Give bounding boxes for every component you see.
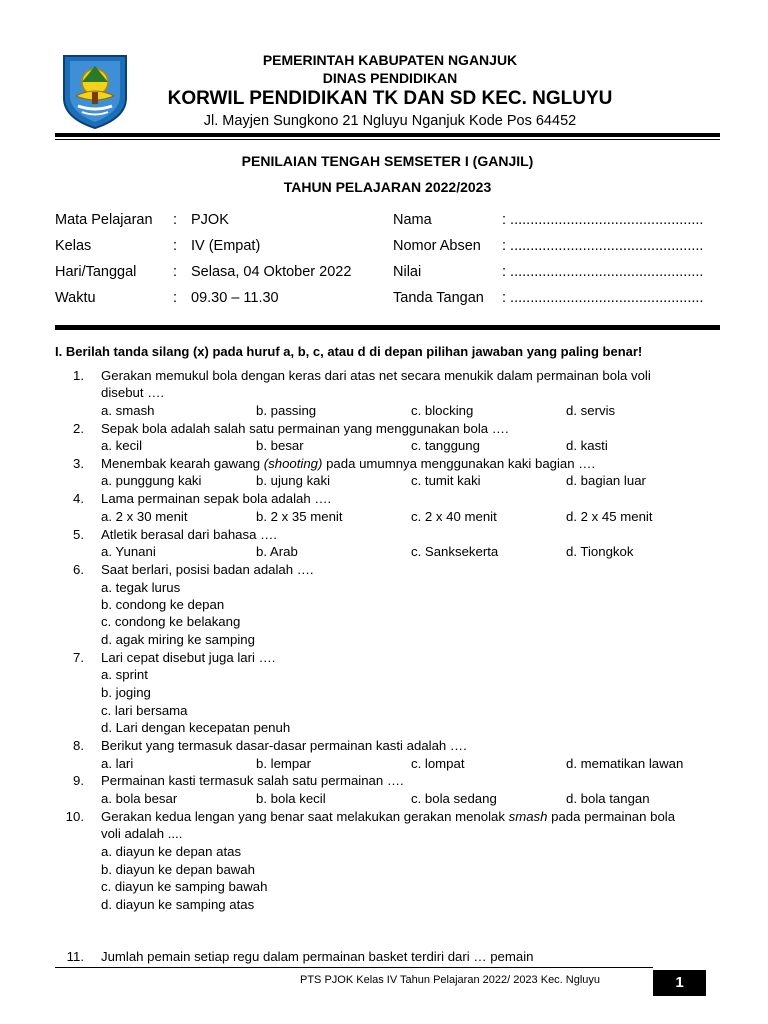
option-a[interactable]: a. kecil — [101, 438, 143, 453]
colon: : — [173, 212, 178, 228]
option-c[interactable]: c. 2 x 40 menit — [411, 509, 497, 524]
question-number: 1. — [73, 368, 84, 383]
absence-number-label: Nomor Absen — [393, 238, 481, 254]
question-text-post: pada umumnya menggunakan kaki bagian …. — [322, 456, 596, 471]
question-number: 7. — [73, 650, 84, 665]
instruction: I. Berilah tanda silang (x) pada huruf a, b, c, atau d di depan pilihan jawaban yang paling benar! — [55, 344, 643, 359]
option-b[interactable]: b. ujung kaki — [256, 473, 331, 488]
option-a[interactable]: a. sprint — [101, 667, 148, 682]
question-text: Gerakan memukul bola dengan keras dari atas net secara menukik dalam permainan bola voli — [101, 368, 651, 383]
header-divider-thick — [55, 133, 720, 137]
option-d[interactable]: d. kasti — [566, 438, 608, 453]
option-c[interactable]: c. lompat — [411, 756, 465, 771]
option-d[interactable]: d. mematikan lawan — [566, 756, 684, 771]
footer-text: PTS PJOK Kelas IV Tahun Pelajaran 2022/ 2023 Kec. Ngluyu — [300, 974, 601, 986]
option-a[interactable]: a. smash — [101, 403, 155, 418]
question-text: Saat berlari, posisi badan adalah …. — [101, 562, 314, 577]
question-number: 3. — [73, 456, 84, 471]
option-b[interactable]: b. bola kecil — [256, 791, 326, 806]
question-number: 11. — [66, 949, 84, 964]
option-b[interactable]: b. 2 x 35 menit — [256, 509, 343, 524]
question-text-cont: voli adalah .... — [101, 826, 183, 841]
subject-label: Mata Pelajaran — [55, 212, 153, 228]
time-label: Waktu — [55, 290, 96, 306]
option-a[interactable]: a. lari — [101, 756, 134, 771]
option-c[interactable]: c. bola sedang — [411, 791, 497, 806]
page-number: 1 — [653, 970, 706, 996]
name-field[interactable]: : ................................................ — [502, 212, 704, 228]
question-number: 2. — [73, 421, 84, 436]
option-c[interactable]: c. Sanksekerta — [411, 544, 499, 559]
option-a[interactable]: a. punggung kaki — [101, 473, 202, 488]
question-text: Lama permainan sepak bola adalah …. — [101, 491, 332, 506]
option-d[interactable]: d. 2 x 45 menit — [566, 509, 653, 524]
question-text-italic: smash — [508, 809, 548, 824]
question-text: Jumlah pemain setiap regu dalam permainan basket terdiri dari … pemain — [101, 949, 534, 964]
option-a[interactable]: a. tegak lurus — [101, 580, 181, 595]
date-value: Selasa, 04 Oktober 2022 — [191, 264, 352, 280]
question-text-pre: Menembak kearah gawang — [101, 456, 264, 471]
option-b[interactable]: b. diayun ke depan bawah — [101, 862, 255, 877]
option-d[interactable]: d. agak miring ke samping — [101, 632, 255, 647]
info-divider — [55, 325, 720, 330]
time-value: 09.30 – 11.30 — [191, 290, 279, 306]
score-field[interactable]: : ................................................ — [502, 264, 704, 280]
question-number: 9. — [73, 773, 84, 788]
score-label: Nilai — [393, 264, 422, 280]
option-a[interactable]: a. bola besar — [101, 791, 178, 806]
option-c[interactable]: c. tumit kaki — [411, 473, 481, 488]
address-line: Jl. Mayjen Sungkono 21 Ngluyu Nganjuk Kode Pos 64452 — [203, 113, 577, 129]
option-d[interactable]: d. Lari dengan kecepatan penuh — [101, 720, 291, 735]
option-c[interactable]: c. lari bersama — [101, 703, 188, 718]
question-number: 8. — [73, 738, 84, 753]
option-b[interactable]: b. Arab — [256, 544, 298, 559]
question-text-cont: disebut …. — [101, 385, 165, 400]
date-label: Hari/Tanggal — [55, 264, 137, 280]
option-c[interactable]: c. diayun ke samping bawah — [101, 879, 268, 894]
option-b[interactable]: b. besar — [256, 438, 304, 453]
question-text: Berikut yang termasuk dasar-dasar permainan kasti adalah …. — [101, 738, 467, 753]
name-label: Nama — [393, 212, 432, 228]
question-number: 10. — [65, 809, 84, 824]
korwil-header: KORWIL PENDIDIKAN TK DAN SD KEC. NGLUYU — [167, 88, 613, 109]
colon: : — [173, 290, 178, 306]
question-text: Permainan kasti termasuk salah satu permainan …. — [101, 773, 404, 788]
signature-field[interactable]: : ................................................ — [502, 290, 704, 306]
option-d[interactable]: d. servis — [566, 403, 616, 418]
header-divider-thin — [55, 139, 720, 140]
question-number: 5. — [73, 527, 84, 542]
option-c[interactable]: c. condong ke belakang — [101, 614, 241, 629]
option-a[interactable]: a. diayun ke depan atas — [101, 844, 242, 859]
option-d[interactable]: d. bagian luar — [566, 473, 646, 488]
question-text — [101, 809, 675, 824]
option-d[interactable]: d. diayun ke samping atas — [101, 897, 255, 912]
question-text-italic: (shooting) — [263, 456, 323, 471]
option-b[interactable]: b. lempar — [256, 756, 311, 771]
option-c[interactable]: c. tanggung — [411, 438, 480, 453]
question-text-post: pada permainan bola — [547, 809, 676, 824]
class-value: IV (Empat) — [191, 238, 261, 254]
subject-value: PJOK — [191, 212, 229, 228]
exam-title: PENILAIAN TENGAH SEMSETER I (GANJIL) — [241, 153, 534, 169]
signature-label: Tanda Tangan — [393, 290, 484, 306]
absence-number-field[interactable]: : ................................................ — [502, 238, 704, 254]
dept-header: DINAS PENDIDIKAN — [322, 70, 458, 86]
colon: : — [173, 238, 178, 254]
option-d[interactable]: d. bola tangan — [566, 791, 650, 806]
option-b[interactable]: b. passing — [256, 403, 317, 418]
colon: : — [173, 264, 178, 280]
option-b[interactable]: b. joging — [101, 685, 151, 700]
gov-header: PEMERINTAH KABUPATEN NGANJUK — [262, 52, 518, 68]
class-label: Kelas — [55, 238, 92, 254]
option-a[interactable]: a. 2 x 30 menit — [101, 509, 188, 524]
question-text — [101, 456, 595, 471]
academic-year: TAHUN PELAJARAN 2022/2023 — [283, 179, 492, 195]
question-text-pre: Gerakan kedua lengan yang benar saat melakukan gerakan menolak — [101, 809, 509, 824]
question-text: Lari cepat disebut juga lari …. — [101, 650, 276, 665]
question-text: Atletik berasal dari bahasa …. — [101, 527, 277, 542]
footer-divider — [55, 967, 653, 968]
question-number: 6. — [73, 562, 84, 577]
question-text: Sepak bola adalah salah satu permainan yang menggunakan bola …. — [101, 421, 509, 436]
option-a[interactable]: a. Yunani — [101, 544, 156, 559]
nganjuk-crest-logo — [58, 52, 132, 130]
option-d[interactable]: d. Tiongkok — [566, 544, 634, 559]
question-number: 4. — [73, 491, 84, 506]
option-b[interactable]: b. condong ke depan — [101, 597, 225, 612]
option-c[interactable]: c. blocking — [411, 403, 474, 418]
